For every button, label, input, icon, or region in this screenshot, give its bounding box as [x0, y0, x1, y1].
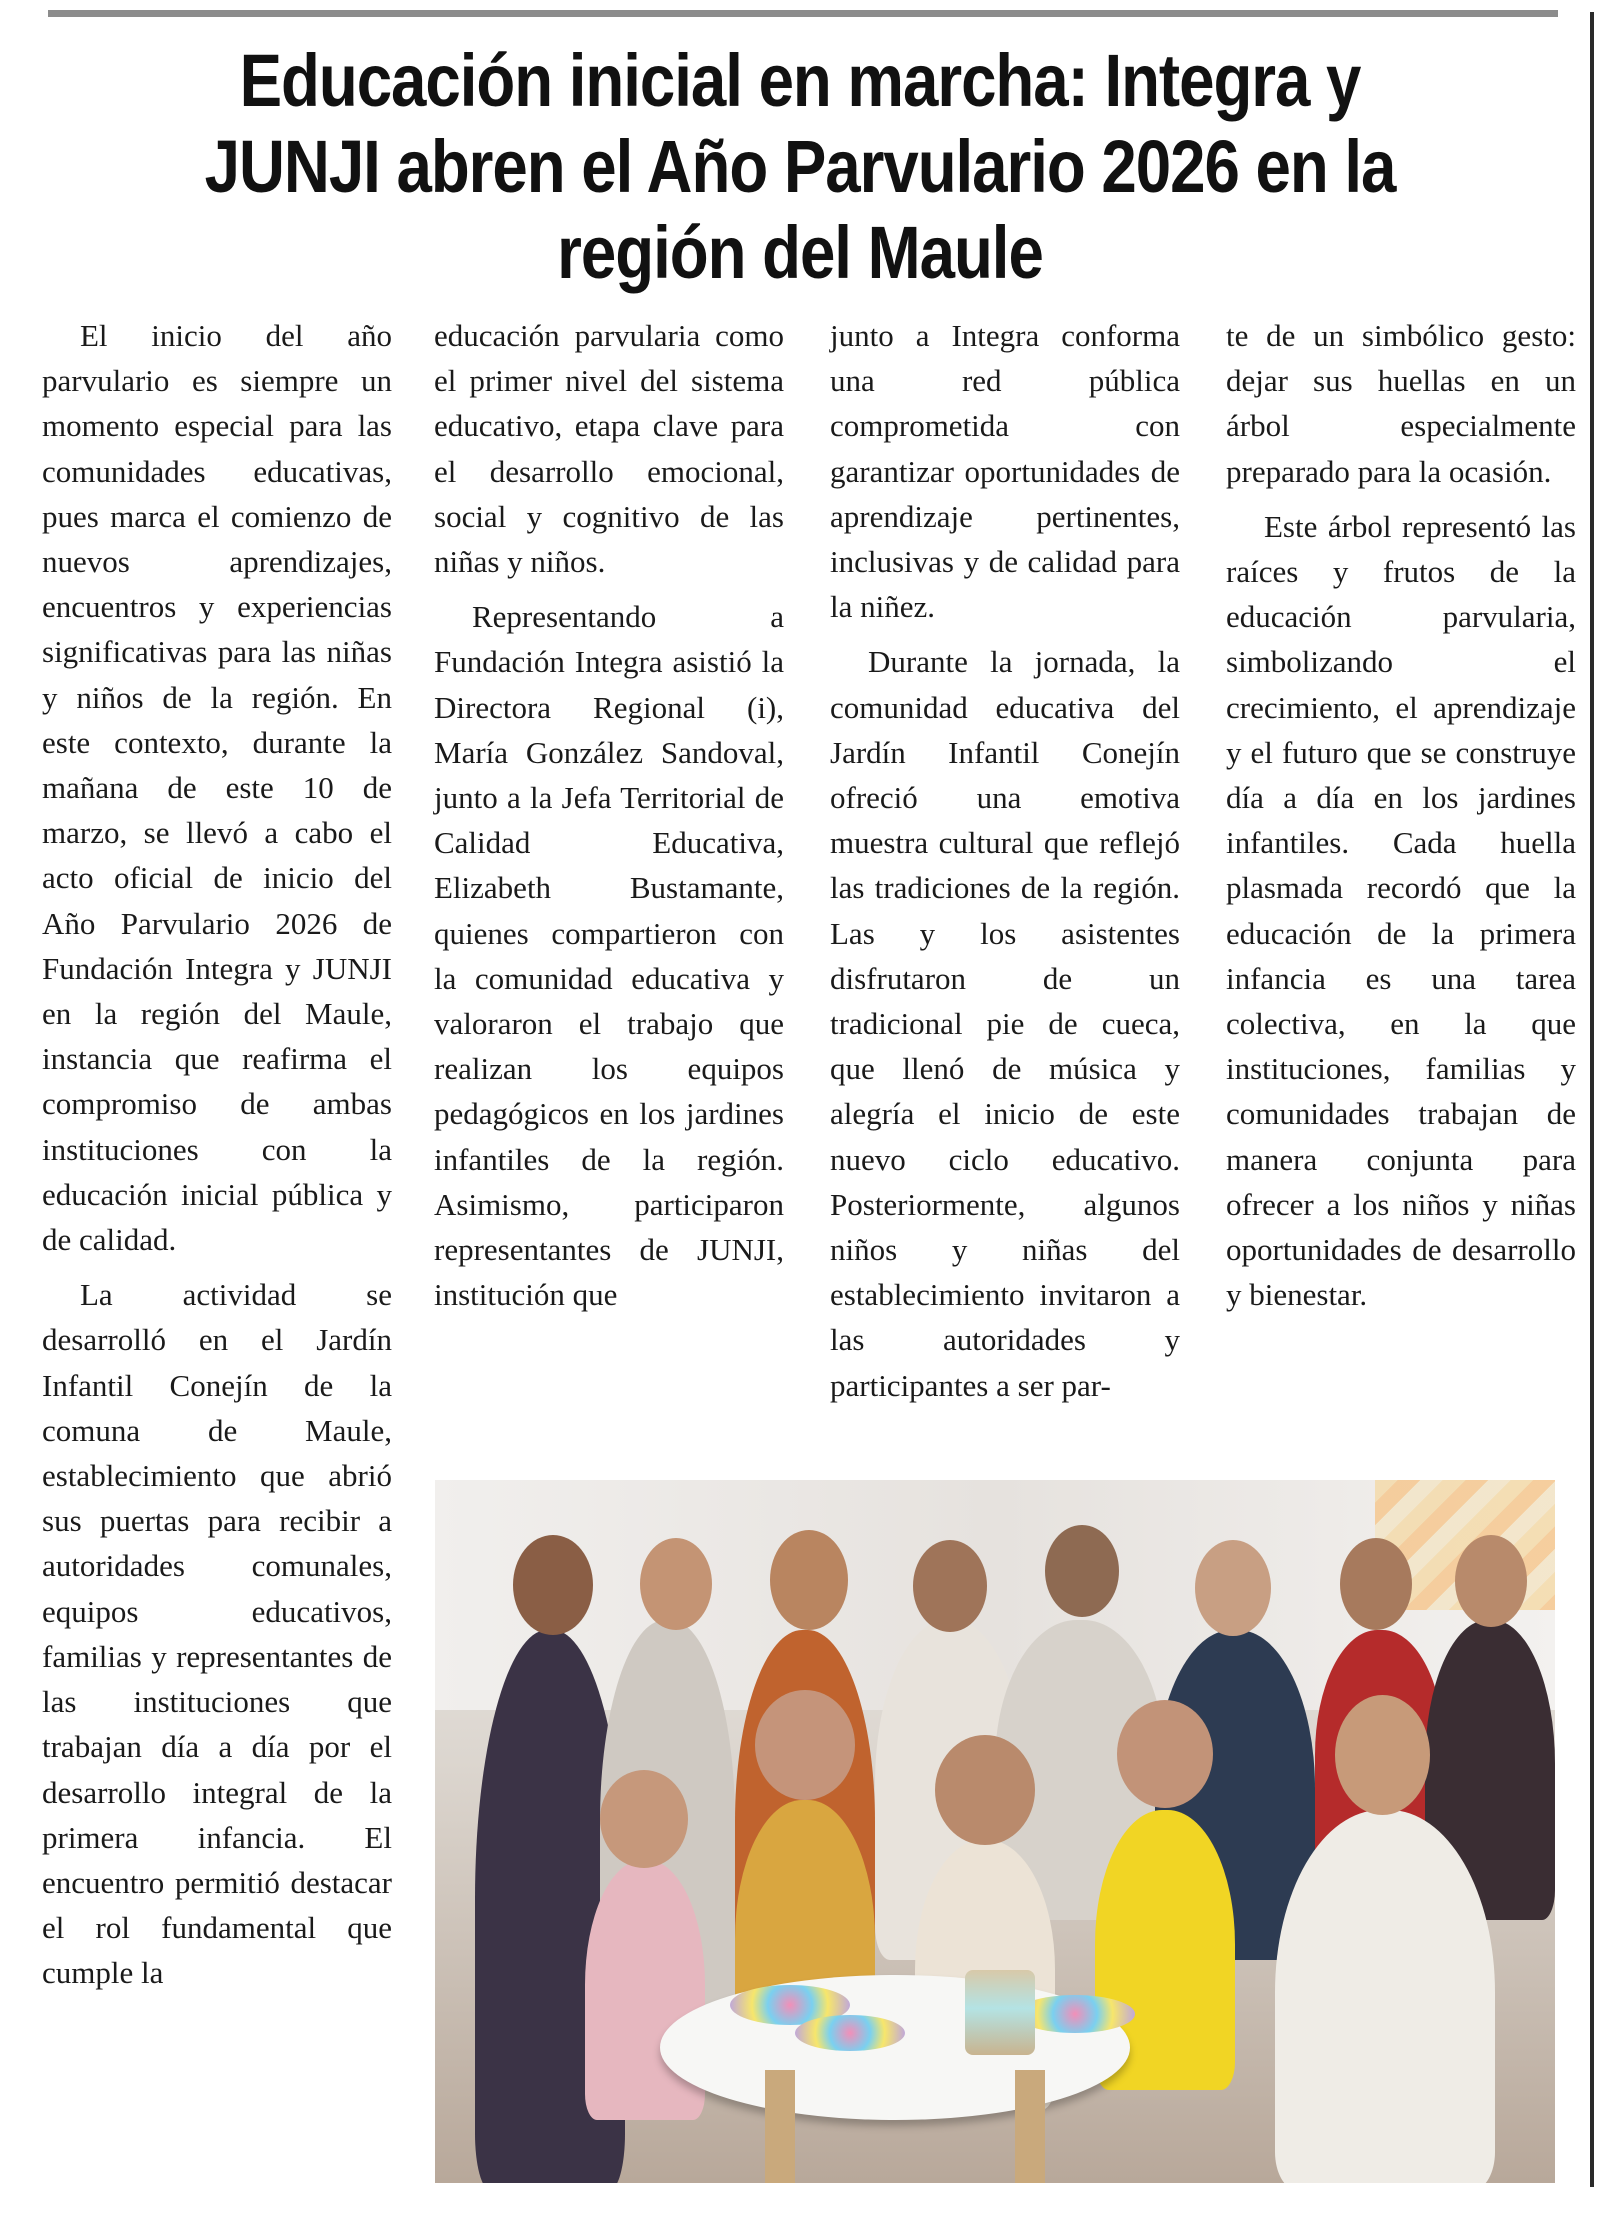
photo-person-head — [1340, 1538, 1412, 1630]
text-column-1 — [42, 313, 392, 1996]
paragraph: La actividad se desarrolló en el Jardín Infantil Conejín de la comuna de Maule, establecimiento que abrió sus puertas para recibir a autoridades comunales, equipos educativos, familias y representantes de las instituciones que trabajan día a día por el desarrollo integral de la primera infancia. El encuentro permitió destacar el rol fundamental que cumple la — [42, 1277, 392, 1991]
photo-child-head — [1117, 1700, 1213, 1808]
photo-child-head — [600, 1770, 688, 1868]
photo-person-head — [770, 1530, 848, 1630]
photo-child-head — [755, 1690, 855, 1800]
text-column-2 — [434, 313, 784, 1317]
article-photo — [435, 1480, 1555, 2183]
paragraph: Este árbol representó las raíces y frutos de la educación parvularia, simbolizando el crecimiento, el aprendizaje y el futuro que se construye día a día en los jardines infantiles. Cada huella plasmada recordó que la educación de la primera infancia es una tarea colectiva, en la que instituciones, familias y comunidades trabajan de manera conjunta para ofrecer a los niños y niñas oportunidades de desarrollo y bienestar. — [1226, 508, 1576, 1313]
right-column-rule — [1590, 12, 1594, 2187]
photo-person — [1275, 1810, 1495, 2183]
paragraph: te de un simbólico gesto: dejar sus huellas en un árbol especialmente preparado para la ocasión. — [1226, 318, 1576, 489]
photo-person-head — [1335, 1695, 1430, 1815]
paragraph: El inicio del año parvulario es siempre un momento especial para las comunidades educativas, pues marca el comienzo de nuevos aprendizajes, encuentros y experiencias significativas para las niñas y niños de la región. En este contexto, durante la mañana de este 10 de marzo, se llevó a cabo el acto oficial de inicio del Año Parvulario 2026 de Fundación Integra y JUNJI en la región del Maule, instancia que reafirma el compromiso de ambas instituciones con la educación inicial pública y de calidad. — [42, 318, 392, 1258]
photo-person-head — [913, 1540, 987, 1632]
photo-table-leg — [1015, 2070, 1045, 2183]
top-rule — [48, 10, 1558, 17]
photo-table-leg — [765, 2070, 795, 2183]
headline: Educación inicial en marcha: Integra y JUNJI abren el Año Parvulario 2026 en la región del Maule — [204, 39, 1396, 294]
photo-person-head — [1195, 1540, 1271, 1636]
photo-jar — [965, 1970, 1035, 2055]
photo-person-head — [1455, 1535, 1527, 1627]
photo-person-head — [1045, 1525, 1119, 1617]
photo-child-head — [935, 1735, 1035, 1845]
paragraph: educación parvularia como el primer nivel del sistema educativo, etapa clave para el desarrollo emocional, social y cognitivo de las niñas y niños. — [434, 318, 784, 580]
text-column-4 — [1226, 313, 1576, 1317]
paragraph: Representando a Fundación Integra asistió la Directora Regional (i), María González Sandoval, junto a la Jefa Territorial de Calidad Educativa, Elizabeth Bustamante, quienes compartieron con la comunidad educativa y valoraron el trabajo que realizan los equipos pedagógicos en los jardines infantiles de la región. Asimismo, participaron representantes de JUNJI, institución que — [434, 599, 784, 1313]
photo-person-head — [640, 1538, 712, 1630]
photo-person-head — [513, 1535, 593, 1635]
paragraph: Durante la jornada, la comunidad educativa del Jardín Infantil Conejín ofreció una emotiva muestra cultural que reflejó las tradiciones de la región. Las y los asistentes disfrutaron de un tradicional pie de cueca, que llenó de música y alegría el inicio de este nuevo ciclo educativo. Posteriormente, algunos niños y niñas del establecimiento invitaron a las autoridades y participantes a ser par- — [830, 644, 1180, 1403]
text-column-3 — [830, 313, 1180, 1408]
photo-paint-plate — [795, 2015, 905, 2051]
paragraph: junto a Integra conforma una red pública comprometida con garantizar oportunidades de aprendizaje pertinentes, inclusivas y de calidad para la niñez. — [830, 318, 1180, 625]
